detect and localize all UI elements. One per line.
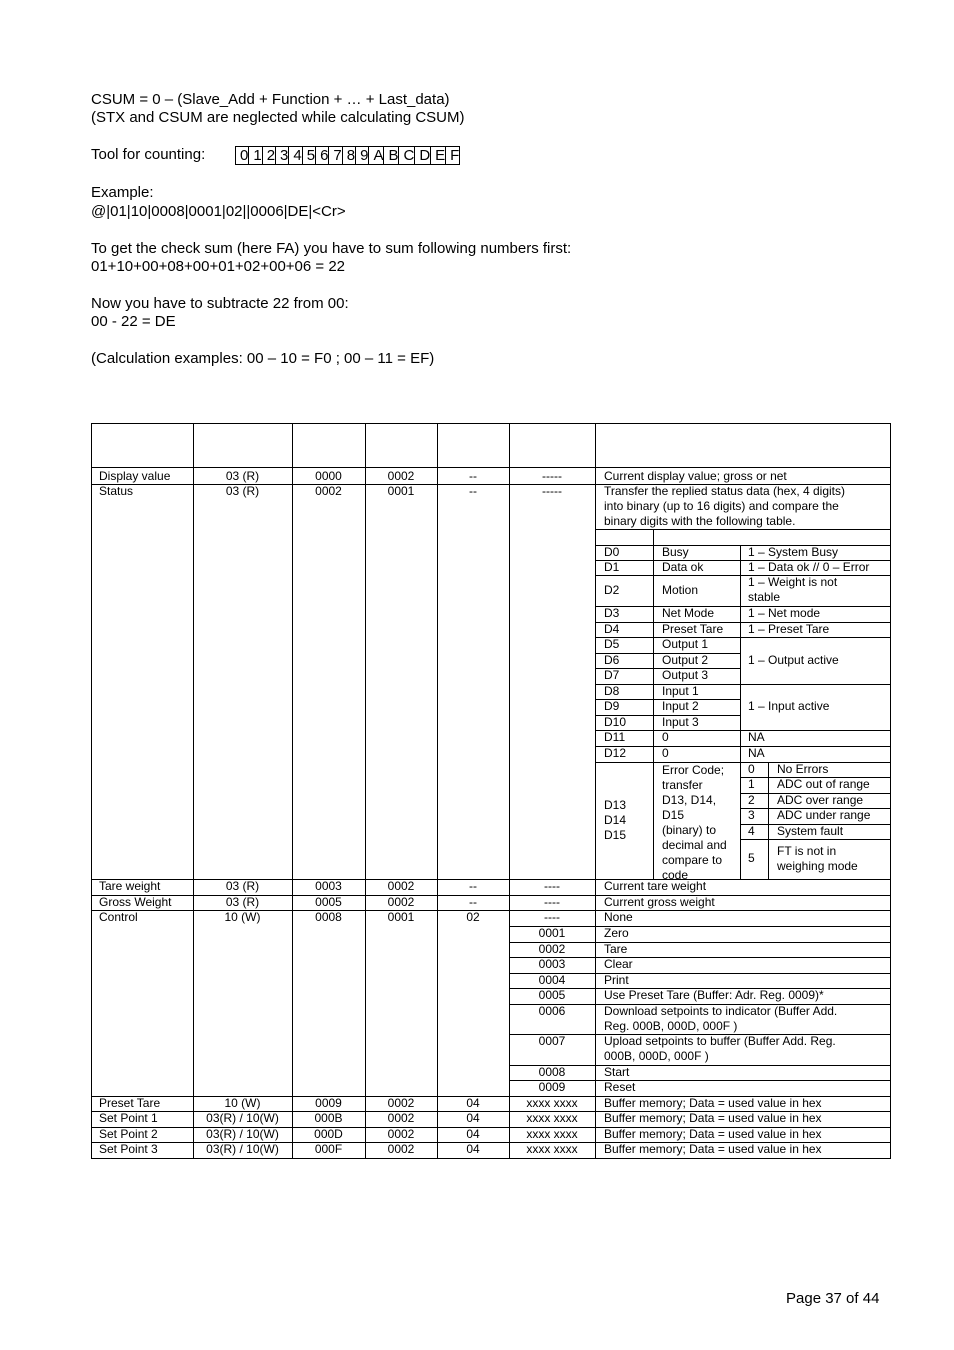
- hex-digit-cell: D: [415, 147, 431, 165]
- register-address: 0000: [315, 469, 342, 483]
- hex-digit-cell: A: [369, 147, 384, 165]
- status-bit-name: Output 2: [662, 653, 709, 667]
- hex-digit-cell: 6: [316, 147, 329, 165]
- output-meaning: 1 – Output active: [748, 653, 839, 667]
- column-divider: [365, 423, 366, 1158]
- register-count: 0002: [387, 879, 415, 893]
- byte-count: 04: [466, 1096, 480, 1110]
- data-field: -----: [542, 469, 562, 483]
- hex-digit-cell: 5: [302, 147, 315, 165]
- subtract-line: 00 - 22 = DE: [91, 313, 176, 330]
- status-bit-meaning: 1 – System Busy: [748, 545, 839, 559]
- data-field: -----: [542, 484, 562, 498]
- control-code: 0008: [538, 1065, 566, 1079]
- data-field: ----: [544, 879, 560, 893]
- description: Current tare weight: [604, 879, 707, 893]
- byte-count: --: [469, 895, 477, 909]
- register-address: 0009: [315, 1096, 342, 1110]
- register-address: 0002: [315, 484, 342, 498]
- byte-count: 02: [466, 910, 480, 924]
- hex-digit-cell: 7: [329, 147, 342, 165]
- control-action: Start: [604, 1065, 630, 1079]
- register-name: Control: [99, 910, 138, 924]
- error-code-col-divider: [768, 762, 769, 879]
- example-frame: @|01|10|0008|0001|02||0006|DE|<Cr>: [91, 203, 346, 220]
- data-field: xxxx xxxx: [526, 1127, 578, 1141]
- control-code: 0004: [538, 973, 566, 987]
- control-code: 0009: [538, 1080, 566, 1094]
- hex-digit-cell: F: [446, 147, 460, 165]
- function-code: 03(R) / 10(W): [206, 1142, 279, 1156]
- error-code: 2: [748, 793, 755, 807]
- function-code: 03 (R): [225, 895, 260, 909]
- status-bit-name: Output 3: [662, 668, 709, 682]
- register-address: 000B: [314, 1111, 343, 1125]
- status-bit: D11: [604, 730, 626, 744]
- hex-digit-cell: 4: [289, 147, 302, 165]
- control-action: Clear: [604, 957, 633, 971]
- error-code: 0: [748, 762, 755, 776]
- status-row-divider: [595, 730, 890, 731]
- control-action: Print: [604, 973, 629, 987]
- csum-formula: CSUM = 0 – (Slave_Add + Function + … + Last_data): [91, 91, 450, 108]
- register-name: Set Point 3: [99, 1142, 158, 1156]
- status-bit-meaning: NA: [748, 746, 765, 760]
- status-bit: D6: [604, 653, 620, 667]
- status-bit: D10: [604, 715, 627, 729]
- status-bit: D12: [604, 746, 627, 760]
- register-count: 0002: [387, 469, 415, 483]
- status-row-divider: [595, 762, 890, 763]
- byte-count: --: [469, 484, 477, 498]
- description: Buffer memory; Data = used value in hex: [604, 1096, 822, 1110]
- status-row-divider: [595, 622, 890, 623]
- register-name: Display value: [99, 469, 171, 483]
- register-address: 0003: [315, 879, 342, 893]
- function-code: 10 (W): [224, 1096, 261, 1110]
- description: Buffer memory; Data = used value in hex: [604, 1111, 822, 1125]
- description: Current gross weight: [604, 895, 715, 909]
- status-bit: D0: [604, 545, 620, 559]
- control-action: Download setpoints to indicator (Buffer Add. Reg. 000B, 000D, 000F ): [604, 1004, 838, 1033]
- control-code: 0003: [538, 957, 566, 971]
- hex-digit-cell: 1: [249, 147, 262, 165]
- data-field: ----: [544, 910, 560, 924]
- control-action: Upload setpoints to buffer (Buffer Add. Reg. 000B, 000D, 000F ): [604, 1034, 836, 1063]
- register-name: Tare weight: [99, 879, 161, 893]
- data-field: xxxx xxxx: [526, 1142, 578, 1156]
- data-field: ----: [544, 895, 560, 909]
- status-bit: D4: [604, 622, 620, 636]
- status-meaning-col-divider: [740, 545, 741, 879]
- subtract-intro: Now you have to subtracte 22 from 00:: [91, 295, 349, 312]
- function-code: 03(R) / 10(W): [206, 1127, 279, 1141]
- status-bit-name: Input 3: [662, 715, 699, 729]
- description: Transfer the replied status data (hex, 4 digits) into binary (up to 16 digits) and compare the binary digits with the following table.: [604, 484, 846, 528]
- status-bit-col-divider: [653, 529, 654, 879]
- control-action: Zero: [604, 926, 629, 940]
- status-bit-name: Motion: [662, 583, 699, 597]
- function-code: 10 (W): [224, 910, 261, 924]
- hex-digit-cell: 3: [276, 147, 289, 165]
- status-bit: D8: [604, 684, 620, 698]
- counting-tool-label: Tool for counting:: [91, 146, 206, 163]
- register-name: Status: [99, 484, 134, 498]
- column-divider: [292, 423, 293, 1158]
- hex-digit-cell: 0: [236, 147, 249, 165]
- hex-digit-cell: B: [384, 147, 399, 165]
- error-code: 1: [748, 777, 755, 791]
- status-bit: D3: [604, 606, 620, 620]
- control-action: Tare: [604, 942, 628, 956]
- column-divider: [193, 423, 194, 1158]
- data-field: xxxx xxxx: [526, 1096, 578, 1110]
- register-name: Preset Tare: [99, 1096, 161, 1110]
- input-meaning: 1 – Input active: [748, 699, 830, 713]
- status-subtable-top: [595, 529, 890, 530]
- status-bit-name: Input 1: [662, 684, 699, 698]
- hex-digit-cell: 9: [356, 147, 369, 165]
- description: None: [604, 910, 633, 924]
- byte-count: 04: [466, 1111, 480, 1125]
- register-address: 000F: [314, 1142, 343, 1156]
- register-count: 0001: [387, 910, 415, 924]
- hex-digit-cell: C: [399, 147, 415, 165]
- register-count: 0002: [387, 1111, 415, 1125]
- status-bit-name: Busy: [662, 545, 689, 559]
- status-row-divider: [595, 606, 890, 607]
- error-code: 3: [748, 808, 755, 822]
- hex-digit-cell: 8: [342, 147, 355, 165]
- calc-examples: (Calculation examples: 00 – 10 = F0 ; 00 – 11 = EF): [91, 350, 435, 367]
- register-count: 0002: [387, 1096, 415, 1110]
- error-code-description: Error Code; transfer D13, D14, D15 (binary) to decimal and compare to code: [662, 763, 727, 882]
- status-bit-meaning: NA: [748, 730, 765, 744]
- control-code: 0005: [538, 988, 566, 1002]
- description: Current display value; gross or net: [604, 469, 787, 483]
- status-bit: D7: [604, 668, 620, 682]
- sum-line: 01+10+00+08+00+01+02+00+06 = 22: [91, 258, 346, 275]
- status-bit-meaning: 1 – Data ok // 0 – Error: [748, 560, 870, 574]
- hex-digit-table: [235, 146, 460, 165]
- status-bit-meaning: 1 – Net mode: [748, 606, 821, 620]
- error-code-text: ADC over range: [777, 793, 864, 807]
- register-count: 0002: [387, 1142, 415, 1156]
- status-bit-meaning: 1 – Weight is not stable: [748, 575, 838, 604]
- status-bit: D9: [604, 699, 620, 713]
- control-action: Reset: [604, 1080, 636, 1094]
- hex-digit-cell: 2: [262, 147, 275, 165]
- hex-digit-cell: E: [431, 147, 446, 165]
- function-code: 03(R) / 10(W): [206, 1111, 279, 1125]
- register-address: 000D: [314, 1127, 343, 1141]
- status-bit: D5: [604, 637, 620, 651]
- error-code-text: System fault: [777, 824, 844, 838]
- status-row-divider: [595, 637, 890, 638]
- error-code-text: FT is not in weighing mode: [777, 844, 858, 873]
- csum-note: (STX and CSUM are neglected while calculating CSUM): [91, 109, 465, 126]
- error-code-text: No Errors: [777, 762, 829, 776]
- register-name: Set Point 2: [99, 1127, 158, 1141]
- byte-count: --: [469, 469, 477, 483]
- register-name: Set Point 1: [99, 1111, 158, 1125]
- sum-intro: To get the check sum (here FA) you have to sum following numbers first:: [91, 240, 572, 257]
- status-bit: D1: [604, 560, 620, 574]
- status-row-divider: [595, 575, 890, 576]
- register-address: 0005: [315, 895, 342, 909]
- status-row-divider: [595, 684, 890, 685]
- byte-count: 04: [466, 1142, 480, 1156]
- error-code: 4: [748, 824, 755, 838]
- register-count: 0002: [387, 895, 415, 909]
- example-label: Example:: [91, 184, 154, 201]
- function-code: 03 (R): [225, 469, 260, 483]
- status-bit-name: Output 1: [662, 637, 709, 651]
- description: Buffer memory; Data = used value in hex: [604, 1142, 822, 1156]
- control-code: 0001: [538, 926, 566, 940]
- function-code: 03 (R): [225, 879, 260, 893]
- control-code: 0002: [538, 942, 566, 956]
- page-number: Page 37 of 44: [786, 1290, 880, 1307]
- function-code: 03 (R): [225, 484, 260, 498]
- error-code-text: ADC under range: [777, 808, 871, 822]
- column-divider: [437, 423, 438, 1158]
- byte-count: --: [469, 879, 477, 893]
- status-row-divider: [595, 746, 890, 747]
- error-row-divider: [740, 839, 890, 840]
- control-action: Use Preset Tare (Buffer: Adr. Reg. 0009)*: [604, 988, 824, 1002]
- register-count: 0001: [387, 484, 415, 498]
- byte-count: 04: [466, 1127, 480, 1141]
- status-bit: D2: [604, 583, 620, 597]
- status-bit-name: Data ok: [662, 560, 704, 574]
- error-code-text: ADC out of range: [777, 777, 870, 791]
- control-code: 0007: [538, 1034, 566, 1048]
- error-code: 5: [748, 851, 755, 865]
- status-bit-name: 0: [662, 730, 669, 744]
- register-count: 0002: [387, 1127, 415, 1141]
- register-address: 0008: [315, 910, 342, 924]
- status-row-divider: [595, 545, 890, 546]
- data-field: xxxx xxxx: [526, 1111, 578, 1125]
- status-bit-name: 0: [662, 746, 669, 760]
- status-bit-name: Input 2: [662, 699, 699, 713]
- column-divider: [595, 423, 596, 1158]
- error-bits: D13 D14 D15: [604, 798, 627, 842]
- control-code: 0006: [538, 1004, 566, 1018]
- status-bit-name: Preset Tare: [662, 622, 724, 636]
- description: Buffer memory; Data = used value in hex: [604, 1127, 822, 1141]
- status-bit-meaning: 1 – Preset Tare: [748, 622, 830, 636]
- register-name: Gross Weight: [99, 895, 172, 909]
- status-bit-name: Net Mode: [662, 606, 715, 620]
